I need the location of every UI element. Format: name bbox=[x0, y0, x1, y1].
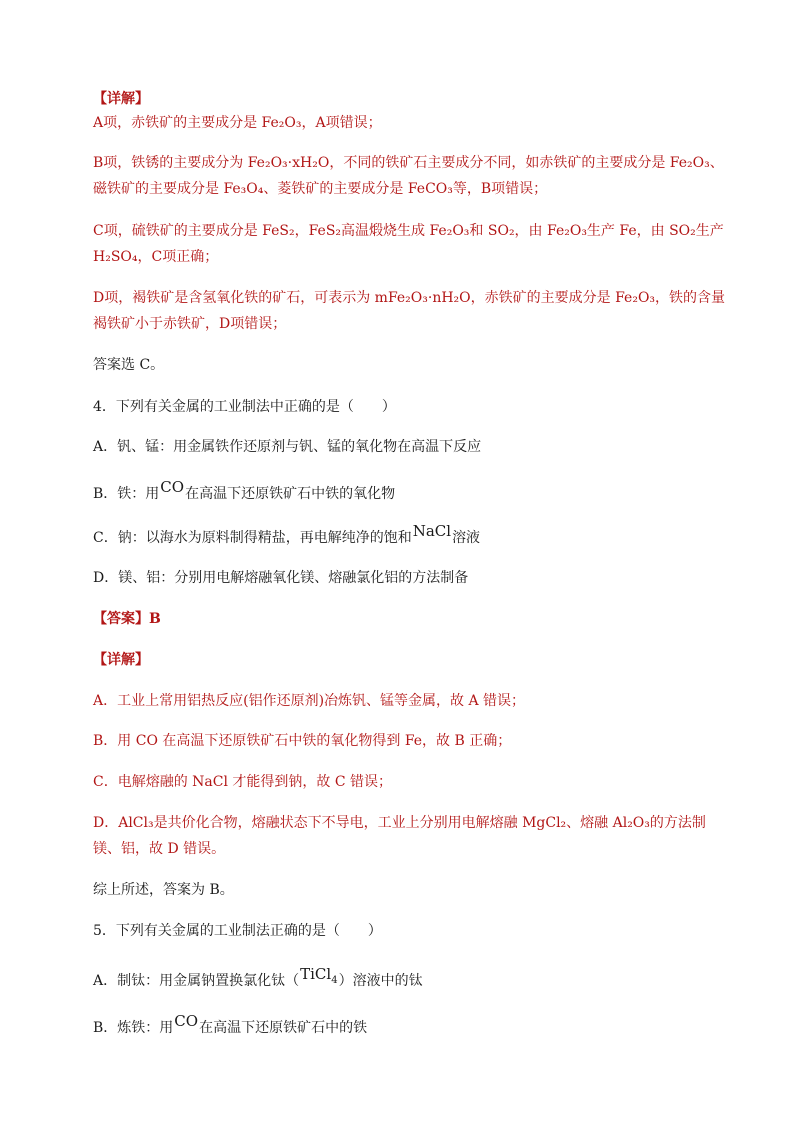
q4-detail-b: B．用 CO 在高温下还原铁矿石中铁的氧化物得到 Fe，故 B 正确； bbox=[93, 733, 512, 749]
q4-option-a: A．钒、锰：用金属铁作还原剂与钒、锰的氧化物在高温下反应 bbox=[93, 439, 482, 455]
q4-option-c bbox=[93, 522, 733, 548]
q5-option-a-formula-main: TiCl bbox=[300, 965, 332, 983]
q4-option-d: D．镁、铝：分别用电解熔融氧化镁、熔融氯化铝的方法制备 bbox=[93, 570, 469, 586]
q5-option-a-post: ）溶液中的钛 bbox=[338, 973, 423, 989]
q4-detail-heading: 【详解】 bbox=[93, 652, 149, 668]
q4-option-b-post: 在高温下还原铁矿石中铁的氧化物 bbox=[185, 486, 396, 502]
q5-option-b-post: 在高温下还原铁矿石中的铁 bbox=[199, 1020, 368, 1036]
detail-line-c2: H₂SO₄，C项正确； bbox=[93, 249, 219, 265]
detail-line-d1: D项，褐铁矿是含氢氧化铁的矿石，可表示为 mFe₂O₃·nH₂O，赤铁矿的主要成分是 Fe₂O₃，铁的含量 bbox=[93, 290, 726, 306]
detail-line-b1: B项，铁锈的主要成分为 Fe₂O₃·xH₂O，不同的铁矿石主要成分不同，如赤铁矿的主要成分是 Fe₂O₃、 bbox=[93, 155, 724, 171]
detail-line-b2: 磁铁矿的主要成分是 Fe₃O₄、菱铁矿的主要成分是 FeCO₃等，B项错误； bbox=[93, 181, 548, 197]
answer-conclusion-1: 答案选 C。 bbox=[93, 357, 165, 373]
q5-option-b-formula: CO bbox=[174, 1012, 199, 1030]
q4-detail-a: A．工业上常用铝热反应(铝作还原剂)冶炼钒、锰等金属，故 A 错误； bbox=[93, 693, 526, 709]
q5-option-a-formula bbox=[300, 965, 338, 986]
q4-answer bbox=[93, 609, 733, 629]
q4-option-c-formula: NaCl bbox=[412, 522, 452, 540]
q5-option-a bbox=[93, 965, 733, 997]
q4-detail-d1: D．AlCl₃是共价化合物，熔融状态下不导电，工业上分别用电解熔融 MgCl₂、熔融 Al₂O₃的方法制 bbox=[93, 815, 706, 831]
q4-option-b bbox=[93, 478, 733, 504]
q4-option-b-pre: B．铁：用 bbox=[93, 486, 160, 502]
q5-option-b-pre: B．炼铁：用 bbox=[93, 1020, 174, 1036]
q4-detail-d2: 镁、铝，故 D 错误。 bbox=[93, 841, 226, 857]
detail-line-d2: 褐铁矿小于赤铁矿，D项错误； bbox=[93, 316, 287, 332]
q4-detail-c: C．电解熔融的 NaCl 才能得到钠，故 C 错误； bbox=[93, 774, 393, 790]
q4-conclusion: 综上所述，答案为 B。 bbox=[93, 882, 234, 898]
q5-option-b bbox=[93, 1012, 733, 1038]
detail-heading-1: 【详解】 bbox=[93, 91, 149, 107]
detail-line-c1: C项，硫铁矿的主要成分是 FeS₂，FeS₂高温煅烧生成 Fe₂O₃和 SO₂，由 Fe₂O₃生产 Fe，由 SO₂生产 bbox=[93, 223, 724, 239]
q5-option-a-pre: A．制钛：用金属钠置换氯化钛（ bbox=[93, 973, 300, 989]
q5-option-a-formula-sub: 4 bbox=[331, 975, 338, 986]
q4-stem: 4．下列有关金属的工业制法中正确的是（ ） bbox=[93, 399, 396, 415]
q4-answer-label: 【答案】B bbox=[93, 611, 161, 627]
q4-option-b-formula: CO bbox=[160, 478, 185, 496]
detail-line-a: A项，赤铁矿的主要成分是 Fe₂O₃，A项错误； bbox=[93, 115, 382, 131]
q4-option-c-post: 溶液 bbox=[452, 530, 481, 546]
q5-stem: 5．下列有关金属的工业制法正确的是（ ） bbox=[93, 923, 382, 939]
q4-option-c-pre: C．钠：以海水为原料制得精盐，再电解纯净的饱和 bbox=[93, 530, 412, 546]
